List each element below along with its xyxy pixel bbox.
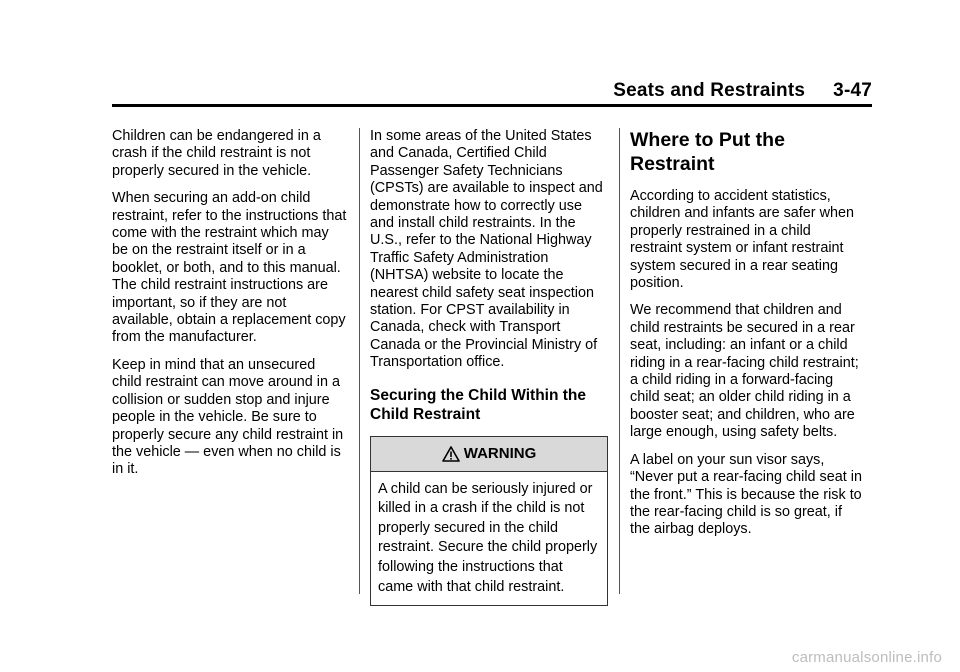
column-divider <box>619 128 620 594</box>
page-header <box>613 80 872 102</box>
watermark: carmanualsonline.info <box>791 649 942 666</box>
paragraph: A label on your sun visor says, “Never put a rear-facing child seat in the front.” This is because the risk to the rear-facing child is so great, if the airbag deploys. <box>630 451 862 538</box>
warning-triangle-icon <box>442 446 460 462</box>
page-number: 3-47 <box>833 80 872 101</box>
warning-text: A child can be seriously injured or killed in a crash if the child is not properly secured in the child restraint. Secure the child properly following the instructions that came with that child restraint. <box>378 480 598 595</box>
column-3 <box>630 128 865 549</box>
paragraph: According to accident statistics, children and infants are safer when properly restrained in a child restraint system or infant restraint system secured in a rear seating position. <box>630 188 854 292</box>
warning-label: WARNING <box>463 444 537 462</box>
paragraph: When securing an add-on child restraint, refer to the instructions that come with the restraint which may be on the restraint itself or in a booklet, or both, and to this manual. The child restraint instructions are important, so if they are not available, obtain a replacement copy from the manufacturer. <box>112 190 347 346</box>
paragraph: Keep in mind that an unsecured child restraint can move around in a collision or sudden stop and injure people in the vehicle. Be sure to properly secure any child restraint in the vehicle — even when no child is in it. <box>112 356 344 478</box>
header-rule <box>112 104 872 107</box>
paragraph: We recommend that children and child restraints be secured in a rear seat, including: an infant or a child riding in a rear-facing child restraint; a child riding in a forward-facing child seat; an older child riding in a booster seat; and children, who are large enough, using safety belts. <box>630 302 859 441</box>
paragraph: In some areas of the United States and Canada, Certified Child Passenger Safety Technicians (CPSTs) are available to inspect and demonstrate how to correctly use and install child restraints. In the U.S., refer to the National Highway Traffic Safety Administration (NHTSA) website to locate the nearest child safety seat inspection station. For CPST availability in Canada, check with Transport Canada or the Provincial Ministry of Transportation office. <box>370 128 603 371</box>
column-2 <box>370 128 605 606</box>
section-heading: Where to Put the Restraint <box>630 129 785 175</box>
warning-header <box>371 437 607 472</box>
warning-box <box>370 436 608 607</box>
paragraph: Children can be endangered in a crash if the child restraint is not properly secured in the vehicle. <box>112 128 321 179</box>
section-title: Seats and Restraints <box>613 80 806 101</box>
column-divider <box>359 128 360 594</box>
subheading: Securing the Child Within the Child Restraint <box>370 386 586 423</box>
column-1 <box>112 128 347 489</box>
